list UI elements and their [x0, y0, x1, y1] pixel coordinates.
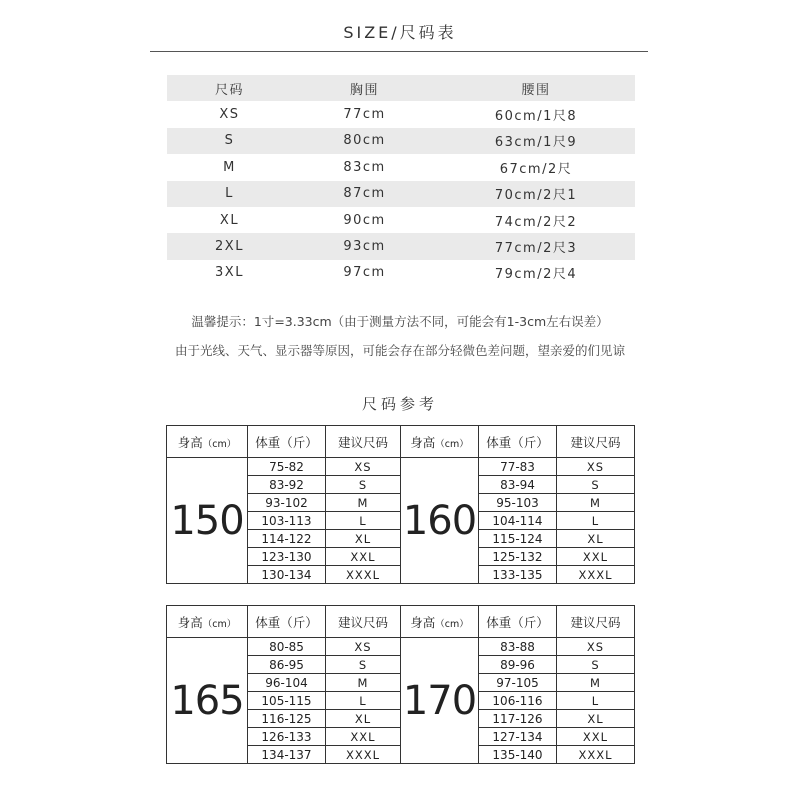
table-row — [167, 181, 635, 207]
header-suggested-size: 建议尺码 — [557, 426, 635, 458]
cell-size: 3XL — [215, 265, 244, 281]
header-weight: 体重（斤） — [248, 606, 326, 638]
suggested-size: M — [557, 494, 635, 512]
cell-waist: 77cm/2尺3 — [437, 233, 635, 259]
reference-table-2 — [166, 605, 635, 764]
header-weight: 体重（斤） — [479, 606, 557, 638]
suggested-size: XXXL — [326, 566, 401, 584]
reference-header-row — [167, 606, 635, 638]
suggested-size: M — [326, 674, 401, 692]
weight-range: 123-130 — [248, 548, 326, 566]
header-suggested-size: 建议尺码 — [557, 606, 635, 638]
suggested-size: XS — [326, 458, 401, 476]
suggested-size: S — [326, 476, 401, 494]
weight-range: 80-85 — [248, 638, 326, 656]
suggested-size: L — [557, 692, 635, 710]
suggested-size: XXL — [557, 548, 635, 566]
suggested-size: XXXL — [557, 746, 635, 764]
header-size: 尺码 — [167, 75, 292, 101]
suggested-size: M — [326, 494, 401, 512]
suggested-size: XS — [557, 638, 635, 656]
height-value: 160 — [401, 458, 479, 584]
weight-range: 130-134 — [248, 566, 326, 584]
suggested-size: L — [557, 512, 635, 530]
suggested-size: XXXL — [557, 566, 635, 584]
cell-bust: 80cm — [292, 128, 437, 154]
header-bust: 胸围 — [292, 75, 437, 101]
weight-range: 83-94 — [479, 476, 557, 494]
page-title: SIZE/尺码表 — [343, 23, 457, 42]
weight-range: 103-113 — [248, 512, 326, 530]
weight-range: 89-96 — [479, 656, 557, 674]
table-row — [167, 638, 635, 656]
weight-range: 114-122 — [248, 530, 326, 548]
weight-range: 96-104 — [248, 674, 326, 692]
table-header-row — [167, 75, 635, 101]
weight-range: 97-105 — [479, 674, 557, 692]
suggested-size: XXL — [557, 728, 635, 746]
weight-range: 106-116 — [479, 692, 557, 710]
weight-range: 133-135 — [479, 566, 557, 584]
weight-range: 134-137 — [248, 746, 326, 764]
weight-range: 83-88 — [479, 638, 557, 656]
reference-table-1 — [166, 425, 635, 584]
suggested-size: XXL — [326, 728, 401, 746]
height-value: 165 — [167, 638, 248, 764]
header-height: 身高（cm） — [401, 606, 479, 638]
table-row — [167, 207, 635, 233]
header-weight: 体重（斤） — [248, 426, 326, 458]
color-difference-note: 由于光线、天气、显示器等原因，可能会存在部分轻微色差问题，望亲爱的们见谅 — [174, 343, 625, 358]
measurement-note: 温馨提示：1寸=3.33cm（由于测量方法不同，可能会有1-3cm左右误差） — [191, 314, 609, 329]
cell-size: M — [223, 159, 236, 175]
weight-range: 95-103 — [479, 494, 557, 512]
header-height: 身高（cm） — [167, 606, 248, 638]
table-row — [167, 233, 635, 259]
table-row — [167, 101, 635, 127]
cell-bust: 83cm — [343, 159, 386, 175]
suggested-size: S — [557, 476, 635, 494]
cell-waist: 63cm/1尺9 — [437, 128, 635, 154]
weight-range: 77-83 — [479, 458, 557, 476]
suggested-size: XXXL — [326, 746, 401, 764]
cell-bust: 97cm — [343, 265, 386, 281]
suggested-size: XS — [557, 458, 635, 476]
table-row — [167, 154, 635, 180]
cell-bust: 87cm — [292, 181, 437, 207]
size-chart-table — [167, 75, 635, 286]
header-height: 身高（cm） — [167, 426, 248, 458]
suggested-size: XL — [557, 530, 635, 548]
weight-range: 115-124 — [479, 530, 557, 548]
suggested-size: L — [326, 512, 401, 530]
cell-waist: 60cm/1尺8 — [494, 109, 578, 125]
weight-range: 135-140 — [479, 746, 557, 764]
header-suggested-size: 建议尺码 — [326, 426, 401, 458]
suggested-size: L — [326, 692, 401, 710]
weight-range: 116-125 — [248, 710, 326, 728]
header-waist: 腰围 — [437, 75, 635, 101]
table-row — [167, 458, 635, 476]
weight-range: 125-132 — [479, 548, 557, 566]
height-value: 170 — [401, 638, 479, 764]
weight-range: 75-82 — [248, 458, 326, 476]
suggested-size: XL — [326, 710, 401, 728]
suggested-size: XS — [326, 638, 401, 656]
weight-range: 117-126 — [479, 710, 557, 728]
cell-bust: 93cm — [292, 233, 437, 259]
weight-range: 105-115 — [248, 692, 326, 710]
cell-size: S — [167, 128, 292, 154]
cell-size: L — [167, 181, 292, 207]
suggested-size: S — [557, 656, 635, 674]
header-weight: 体重（斤） — [479, 426, 557, 458]
table-row — [167, 260, 635, 286]
weight-range: 93-102 — [248, 494, 326, 512]
suggested-size: M — [557, 674, 635, 692]
cell-waist: 67cm/2尺 — [499, 161, 573, 177]
header-suggested-size: 建议尺码 — [326, 606, 401, 638]
cell-waist: 74cm/2尺2 — [494, 214, 578, 230]
cell-waist: 70cm/2尺1 — [437, 181, 635, 207]
weight-range: 126-133 — [248, 728, 326, 746]
cell-size: 2XL — [167, 233, 292, 259]
suggested-size: XL — [326, 530, 401, 548]
cell-size: XS — [219, 107, 240, 123]
weight-range: 83-92 — [248, 476, 326, 494]
table-row — [167, 128, 635, 154]
reference-title: 尺码参考 — [361, 395, 438, 413]
cell-size: XL — [219, 212, 240, 228]
weight-range: 104-114 — [479, 512, 557, 530]
cell-bust: 90cm — [343, 212, 386, 228]
title-divider — [150, 51, 648, 52]
header-height: 身高（cm） — [401, 426, 479, 458]
weight-range: 86-95 — [248, 656, 326, 674]
suggested-size: S — [326, 656, 401, 674]
suggested-size: XL — [557, 710, 635, 728]
cell-bust: 77cm — [343, 107, 386, 123]
weight-range: 127-134 — [479, 728, 557, 746]
reference-header-row — [167, 426, 635, 458]
suggested-size: XXL — [326, 548, 401, 566]
cell-waist: 79cm/2尺4 — [494, 267, 578, 283]
height-value: 150 — [167, 458, 248, 584]
